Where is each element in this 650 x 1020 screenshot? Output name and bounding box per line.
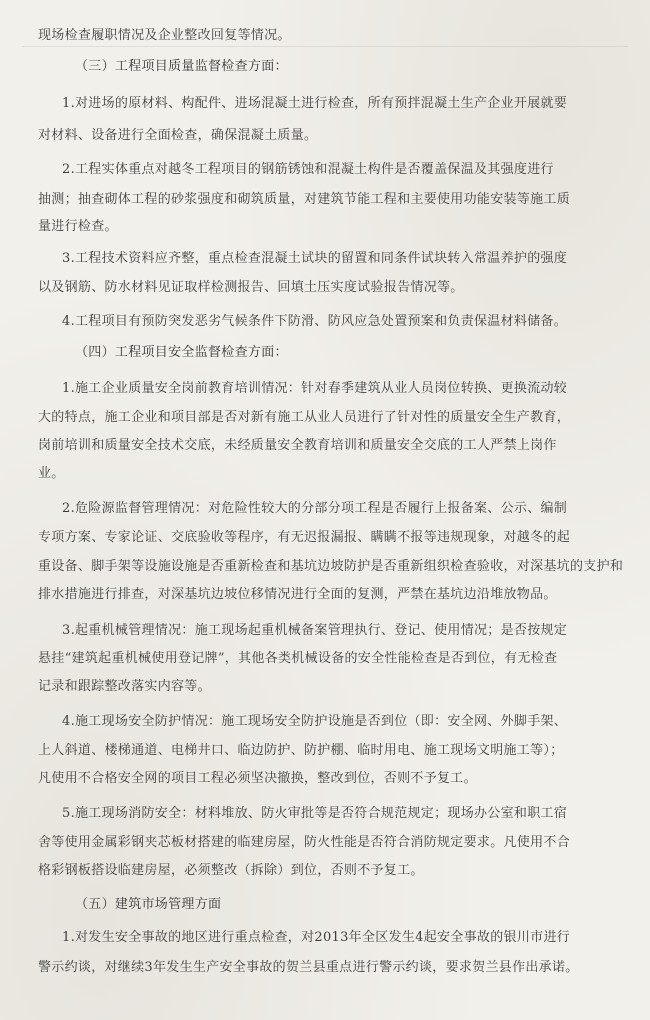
text-line: 5.施工现场消防安全：材料堆放、防火审批等是否符合规范规定；现场办公室和职工宿 — [62, 806, 568, 821]
text-line: 3.工程技术资料应齐整，重点检查混凝土试块的留置和同条件试块转入常温养护的强度 — [62, 251, 568, 266]
text-line: 1.对发生安全事故的地区进行重点检查，对2013年全区发生4起安全事故的银川市进行 — [62, 930, 571, 945]
text-line: 记录和跟踪整改落实内容等。 — [38, 679, 211, 694]
text-line: 业。 — [38, 466, 65, 481]
text-line: 抽测；抽查砌体工程的砂浆强度和砌筑质量，对建筑节能工程和主要使用功能安装等施工质 — [38, 192, 571, 207]
text-line: 重设备、脚手架等设施设施是否重新检查和基坑边坡防护是否重新组织检查验收，对深基坑的支护和 — [38, 559, 624, 574]
text-line: 2.工程实体重点对越冬工程项目的钢筋锈蚀和混凝土构件是否覆盖保温及其强度进行 — [62, 162, 554, 177]
section-heading-4: （四）工程项目安全监督检查方面： — [75, 345, 288, 360]
text-line: 4.施工现场安全防护情况：施工现场安全防护设施是否到位（即：安全网、外脚手架、 — [62, 714, 568, 729]
text-line: 悬挂“建筑起重机械使用登记牌”，其他各类机械设备的安全性能检查是否到位，有无检查 — [38, 651, 558, 666]
section-heading-3: （三）工程项目质量监督检查方面： — [75, 59, 288, 74]
text-line: 现场检查履职情况及企业整改回复等情况。 — [38, 28, 291, 43]
text-line: 1.施工企业质量安全岗前教育培训情况：针对春季建筑从业人员岗位转换、更换流动较 — [62, 381, 568, 396]
text-line: 4.工程项目有预防突发恶劣气候条件下防滑、防风应急处置预案和负责保温材料储备。 — [62, 314, 568, 329]
text-line: 上人斜道、楼梯通道、电梯井口、临边防护、防护棚、临时用电、施工现场文明施工等）； — [38, 743, 564, 758]
section-heading-5: （五）建筑市场管理方面 — [75, 897, 222, 912]
text-line: 警示约谈，对继续3年发生生产安全事故的贺兰县重点进行警示约谈，要求贺兰县作出承诺。 — [38, 960, 579, 975]
faint-rule — [22, 46, 628, 47]
text-line: 凡使用不合格安全网的项目工程必须坚决撤换，整改到位，否则不予复工。 — [38, 771, 477, 786]
text-line: 1.对进场的原材料、构配件、进场混凝土进行检查，所有预拌混凝土生产企业开展就要 — [62, 96, 568, 111]
text-line: 格彩钢板搭设临建房屋，必须整改（拆除）到位，否则不予复工。 — [38, 863, 424, 878]
text-line: 专项方案、专家论证、交底验收等程序，有无迟报漏报、瞒瞒不报等违规现象，对越冬的起 — [38, 530, 571, 545]
text-line: 排水措施进行排查，对深基坑边坡位移情况进行全面的复测，严禁在基坑边沿堆放物品。 — [38, 587, 557, 602]
text-line: 以及钢筋、防水材料见证取样检测报告、回填土压实度试验报告情况等。 — [38, 280, 464, 295]
text-line: 舍等使用金属彩钢夹芯板材搭建的临建房屋，防火性能是否符合消防规定要求。凡使用不合 — [38, 835, 571, 850]
text-line: 对材料、设备进行全面检查，确保混凝土质量。 — [38, 128, 318, 143]
text-line: 量进行检查。 — [38, 219, 118, 234]
text-line: 岗前培训和质量安全技术交底，未经质量安全教育培训和质量安全交底的工人严禁上岗作 — [38, 438, 557, 453]
text-line: 2.危险源监督管理情况：对危险性较大的分部分项工程是否履行上报备案、公示、编制 — [62, 501, 568, 516]
text-line: 大的特点，施工企业和项目部是否对新有施工从业人员进行了针对性的质量安全生产教育， — [38, 410, 571, 425]
text-line: 3.起重机械管理情况：施工现场起重机械备案管理执行、登记、使用情况；是否按规定 — [62, 623, 568, 638]
